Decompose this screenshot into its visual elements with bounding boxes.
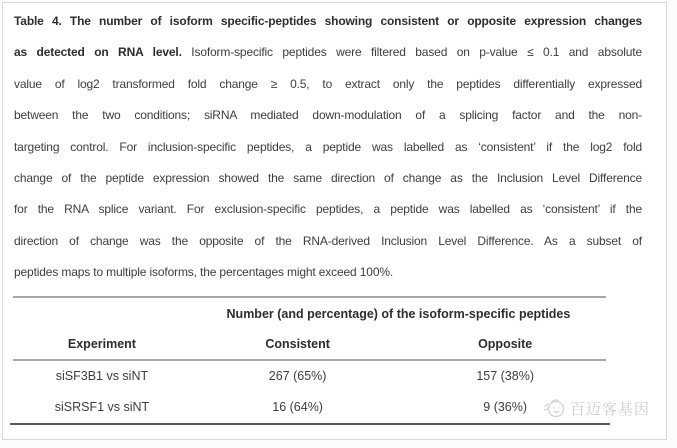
table-span-header-row: [13, 298, 606, 330]
caption-line-4: between the two conditions; siRNA mediated down-modulation of a splicing factor and the non-: [14, 108, 642, 123]
table-row: [13, 361, 606, 392]
cell-experiment: siSRSF1 vs siNT: [54, 400, 150, 415]
caption-line-3: value of log2 transformed fold change ≥ 0.5, to extract only the peptides differentially expressed: [14, 76, 642, 91]
biomarker-logo-icon: [543, 397, 567, 419]
caption-line-9: peptides maps to multiple isoforms, the percentages might exceed 100%.: [14, 265, 394, 280]
column-header-experiment: Experiment: [67, 337, 136, 352]
caption-line-2: [14, 37, 642, 68]
table-bottom-rule: [10, 423, 610, 425]
caption-line-8: direction of change was the opposite of the RNA-derived Inclusion Level Difference. As a subset of: [14, 233, 642, 248]
cell-experiment: siSF3B1 vs siNT: [55, 369, 149, 384]
table-row: [13, 392, 606, 423]
cell-opposite: 157 (38%): [476, 369, 534, 384]
caption-line-5: targeting control. For inclusion-specific peptides, a peptide was labelled as ‘consistent’ if the log2 fold: [14, 139, 642, 154]
cell-opposite: 9 (36%): [483, 400, 528, 415]
watermark-text: 百迈客基因: [570, 400, 651, 418]
document-page: [2, 2, 667, 440]
cell-consistent: 267 (65%): [268, 369, 327, 384]
caption-bold-title: Table 4. The number of isoform specific-peptides showing consistent or opposite expression changes: [14, 14, 642, 28]
table-header-row: [13, 330, 606, 359]
results-table: [13, 296, 606, 425]
column-header-opposite: Opposite: [478, 337, 533, 352]
caption-line-7: for the RNA splice variant. For exclusion-specific peptides, a peptide was labelled as ‘consistent’ if the: [14, 202, 642, 217]
watermark: [543, 397, 650, 419]
cell-consistent: 16 (64%): [272, 400, 323, 415]
table-span-header: Number (and percentage) of the isoform-specific peptides: [226, 306, 571, 321]
caption-bold-title-tail: as detected on RNA level.: [14, 45, 182, 60]
caption-text: Isoform-specific peptides were filtered based on p-value ≤ 0.1 and absolute: [191, 45, 642, 60]
column-header-consistent: Consistent: [265, 337, 330, 352]
table-caption: [14, 6, 642, 289]
caption-line-1: [14, 6, 642, 37]
caption-line-6: change of the peptide expression showed the same direction of change as the Inclusion Level Difference: [14, 171, 642, 186]
